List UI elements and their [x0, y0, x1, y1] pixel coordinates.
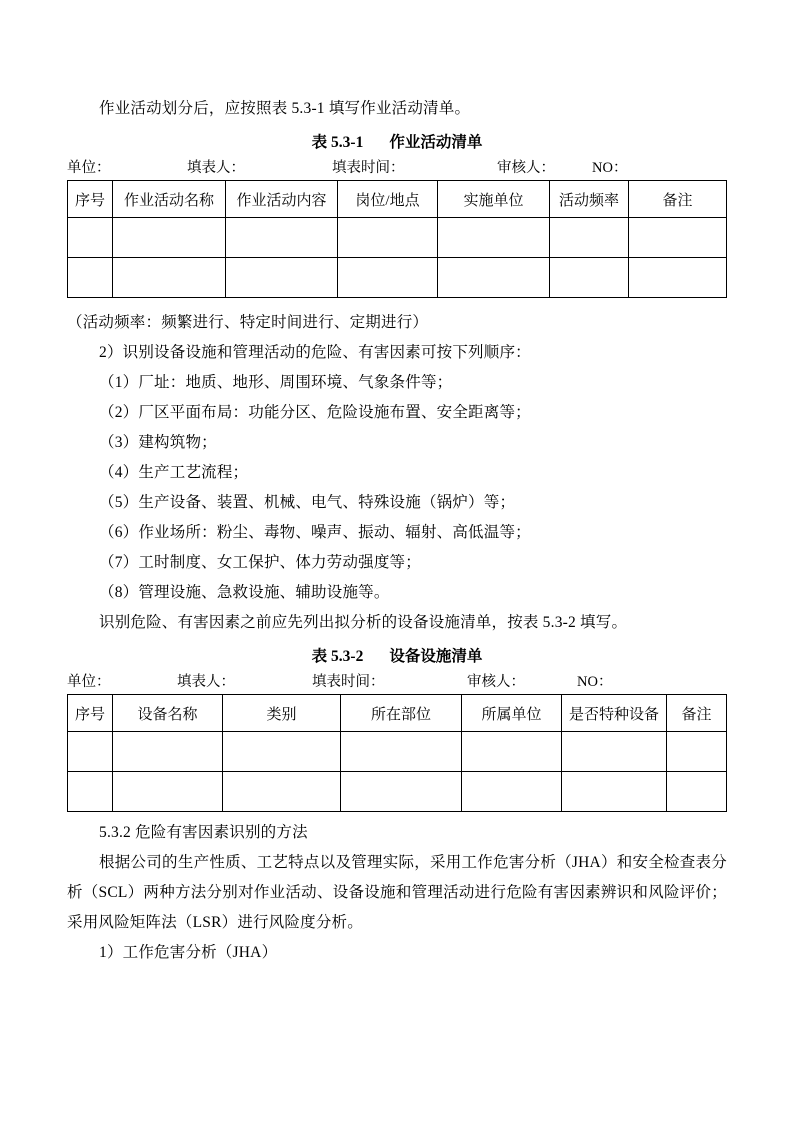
- table2-cell[interactable]: [113, 732, 223, 772]
- table1-cell[interactable]: [550, 258, 629, 298]
- table2-cell[interactable]: [113, 772, 223, 812]
- table2-meta-filler: 填表人：: [177, 674, 235, 690]
- table1-cell[interactable]: [68, 258, 113, 298]
- list-heading: 2）识别设备设施和管理活动的危险、有害因素可按下列顺序：: [99, 344, 531, 361]
- list-item: （8）管理设施、急救设施、辅助设施等。: [99, 584, 390, 601]
- table1-cell[interactable]: [68, 218, 113, 258]
- section-532-subitem: 1）工作危害分析（JHA）: [99, 944, 278, 961]
- table2-header-cell: 类别: [223, 695, 341, 732]
- table1-meta-reviewer: 审核人：: [497, 160, 555, 176]
- table1-cell[interactable]: [113, 218, 226, 258]
- table2-caption-number: 表 5.3-2: [311, 648, 364, 665]
- intro-paragraph: 作业活动划分后，应按照表 5.3-1 填写作业活动清单。: [99, 100, 471, 117]
- table2-cell[interactable]: [341, 772, 462, 812]
- table2-cell[interactable]: [667, 732, 727, 772]
- table2-cell[interactable]: [223, 732, 341, 772]
- table2-header-row: [68, 695, 727, 732]
- list-item: （2）厂区平面布局：功能分区、危险设施布置、安全距离等；: [99, 404, 531, 421]
- table2-cell[interactable]: [68, 732, 113, 772]
- table-row: [68, 258, 727, 298]
- list-item: （6）作业场所：粉尘、毒物、噪声、振动、辐射、高低温等；: [99, 524, 531, 541]
- table2-cell[interactable]: [462, 772, 562, 812]
- table2-header-cell: 备注: [667, 695, 727, 732]
- table1-header-row: [68, 181, 727, 218]
- table2-header-cell: 所属单位: [462, 695, 562, 732]
- table-activity-list: [67, 180, 727, 298]
- list-item: （7）工时制度、女工保护、体力劳动强度等；: [99, 554, 421, 571]
- list-closing-paragraph: 识别危险、有害因素之前应先列出拟分析的设备设施清单，按表 5.3-2 填写。: [99, 614, 628, 631]
- table2-meta-no: NO：: [577, 674, 613, 690]
- table1-cell[interactable]: [338, 218, 438, 258]
- table1-header-cell: 序号: [68, 181, 113, 218]
- table-row: [68, 732, 727, 772]
- table1-cell[interactable]: [338, 258, 438, 298]
- table1-header-cell: 作业活动内容: [226, 181, 338, 218]
- table2-caption-name: 设备设施清单: [389, 648, 483, 665]
- table2-cell[interactable]: [68, 772, 113, 812]
- table2-cell[interactable]: [667, 772, 727, 812]
- table2-meta-row: [67, 670, 727, 694]
- table1-caption: [67, 130, 727, 156]
- table2-cell[interactable]: [462, 732, 562, 772]
- table1-cell[interactable]: [629, 218, 727, 258]
- list-item: （1）厂址：地质、地形、周围环境、气象条件等；: [99, 374, 453, 391]
- section-532-heading: 5.3.2 危险有害因素识别的方法: [99, 824, 308, 841]
- table2-meta-reviewer: 审核人：: [467, 674, 525, 690]
- table1-header-cell: 作业活动名称: [113, 181, 226, 218]
- table1-cell[interactable]: [226, 218, 338, 258]
- table2-cell[interactable]: [562, 732, 667, 772]
- table2-cell[interactable]: [341, 732, 462, 772]
- table1-cell[interactable]: [438, 258, 550, 298]
- table-equipment-list: [67, 694, 727, 812]
- table1-cell[interactable]: [438, 218, 550, 258]
- table2-header-cell: 是否特种设备: [562, 695, 667, 732]
- table2-meta-fill-time: 填表时间：: [312, 674, 385, 690]
- table2-header-cell: 所在部位: [341, 695, 462, 732]
- table1-caption-name: 作业活动清单: [389, 134, 483, 151]
- table1-meta-row: [67, 156, 727, 180]
- table1-header-cell: 活动频率: [550, 181, 629, 218]
- table-row: [68, 218, 727, 258]
- table1-meta-unit: 单位：: [67, 160, 111, 176]
- list-item: （3）建构筑物；: [99, 434, 217, 451]
- table1-header-cell: 实施单位: [438, 181, 550, 218]
- table1-cell[interactable]: [629, 258, 727, 298]
- table1-cell[interactable]: [226, 258, 338, 298]
- table1-footnote: （活动频率：频繁进行、特定时间进行、定期进行）: [67, 314, 429, 331]
- table2-cell[interactable]: [223, 772, 341, 812]
- table2-meta-unit: 单位：: [67, 674, 111, 690]
- table1-header-cell: 岗位/地点: [338, 181, 438, 218]
- table1-cell[interactable]: [113, 258, 226, 298]
- table1-caption-number: 表 5.3-1: [311, 134, 364, 151]
- table1-header-cell: 备注: [629, 181, 727, 218]
- list-item: （5）生产设备、装置、机械、电气、特殊设施（锅炉）等；: [99, 494, 516, 511]
- table-row: [68, 772, 727, 812]
- table2-header-cell: 序号: [68, 695, 113, 732]
- table2-caption: [67, 644, 727, 670]
- list-item: （4）生产工艺流程；: [99, 464, 249, 481]
- page-content: [67, 94, 727, 968]
- table2-cell[interactable]: [562, 772, 667, 812]
- table1-meta-fill-time: 填表时间：: [332, 160, 405, 176]
- section-532-paragraph: 根据公司的生产性质、工艺特点以及管理实际，采用工作危害分析（JHA）和安全检查表分析（SCL）两种方法分别对作业活动、设备设施和管理活动进行危险有害因素辨识和风险评价；采用风险矩阵法（LSR）进行风险度分析。: [67, 854, 727, 931]
- table1-meta-filler: 填表人：: [187, 160, 245, 176]
- table1-meta-no: NO：: [592, 160, 628, 176]
- table1-cell[interactable]: [550, 218, 629, 258]
- table2-header-cell: 设备名称: [113, 695, 223, 732]
